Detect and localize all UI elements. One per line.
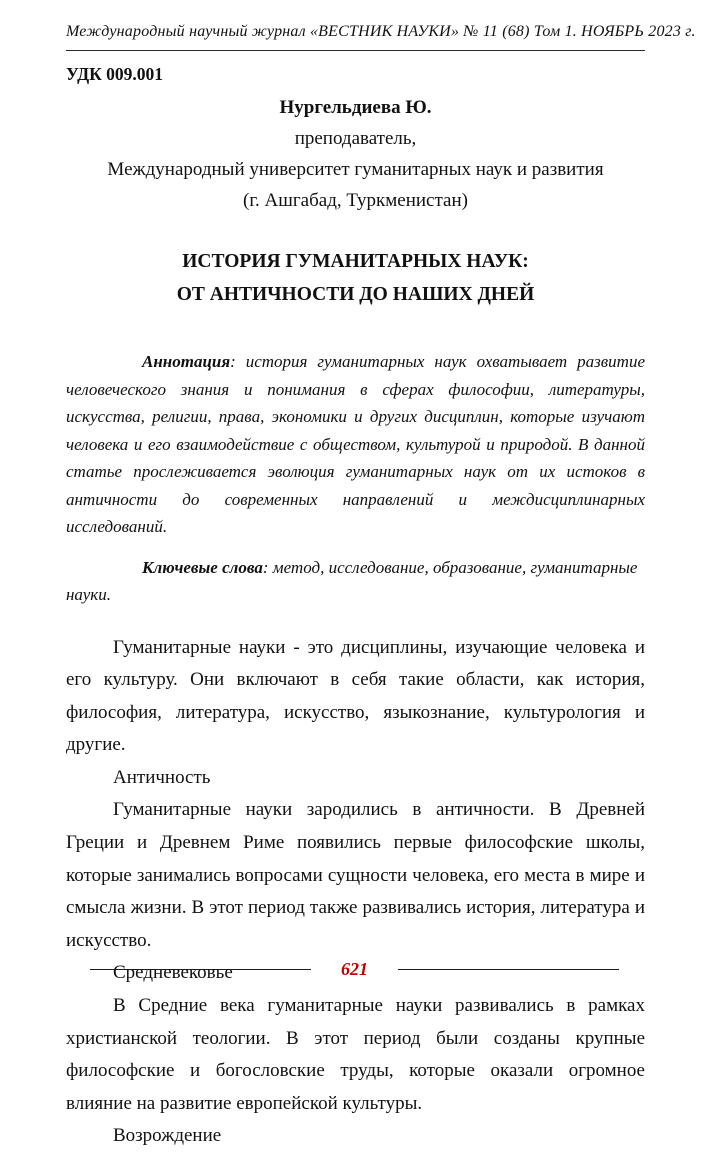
article-title-line2: ОТ АНТИЧНОСТИ ДО НАШИХ ДНЕЙ bbox=[66, 278, 645, 311]
abstract-text: : история гуманитарных наук охватывает развитие человеческого знания и понимания в сферах философии, литературы, искусства, религии, права, экономики и других дисциплин, которые изучают человека и его взаимодействие с обществом, культурой и природой. В данной статье прослеживается эволюция гуманитарных наук от их истоков в античности до современных направлений и междисциплинарных исследований. bbox=[66, 352, 645, 536]
author-location: (г. Ашгабад, Туркменистан) bbox=[66, 185, 645, 216]
author-block bbox=[66, 92, 645, 216]
abstract-label: Аннотация bbox=[142, 352, 230, 371]
footer-right-rule bbox=[398, 969, 619, 970]
article-body bbox=[66, 632, 645, 1153]
article-title-line1: ИСТОРИЯ ГУМАНИТАРНЫХ НАУК: bbox=[66, 245, 645, 278]
author-affiliation: Международный университет гуманитарных наук и развития bbox=[66, 154, 645, 185]
body-paragraph-antiquity: Гуманитарные науки зародились в античности. В Древней Греции и Древнем Риме появились первые философские школы, которые занимались вопросами сущности человека, его места в мире и смысла жизни. В этот период также развивались история, литература и искусство. bbox=[66, 794, 645, 957]
body-paragraph-intro: Гуманитарные науки - это дисциплины, изучающие человека и его культуру. Они включают в себя такие области, как история, философия, литература, искусство, языкознание, культурология и другие. bbox=[66, 632, 645, 762]
footer-left-rule bbox=[90, 969, 311, 970]
section-heading-middle-ages: Средневековье bbox=[66, 957, 645, 990]
page-number: 621 bbox=[341, 960, 368, 978]
keywords-label: Ключевые слова bbox=[142, 558, 263, 577]
page-footer bbox=[0, 960, 709, 978]
udc-code: УДК 009.001 bbox=[66, 64, 645, 85]
section-heading-antiquity: Античность bbox=[66, 762, 645, 795]
keywords-text: : метод, исследование, образование, гуманитарные науки. bbox=[66, 558, 637, 605]
author-role: преподаватель, bbox=[66, 123, 645, 154]
author-name: Нургельдиева Ю. bbox=[66, 92, 645, 123]
body-paragraph-middle-ages: В Средние века гуманитарные науки развивались в рамках христианской теологии. В этот период были созданы крупные философские и богословские труды, которые оказали огромное влияние на развитие европейской культуры. bbox=[66, 990, 645, 1120]
header-divider bbox=[66, 50, 645, 51]
section-heading-renaissance: Возрождение bbox=[66, 1120, 645, 1153]
journal-running-header: Международный научный журнал «ВЕСТНИК НАУКИ» № 11 (68) Том 1. НОЯБРЬ 2023 г. bbox=[66, 0, 645, 41]
article-title bbox=[66, 245, 645, 311]
abstract-paragraph bbox=[66, 348, 645, 541]
keywords-line bbox=[66, 554, 645, 609]
